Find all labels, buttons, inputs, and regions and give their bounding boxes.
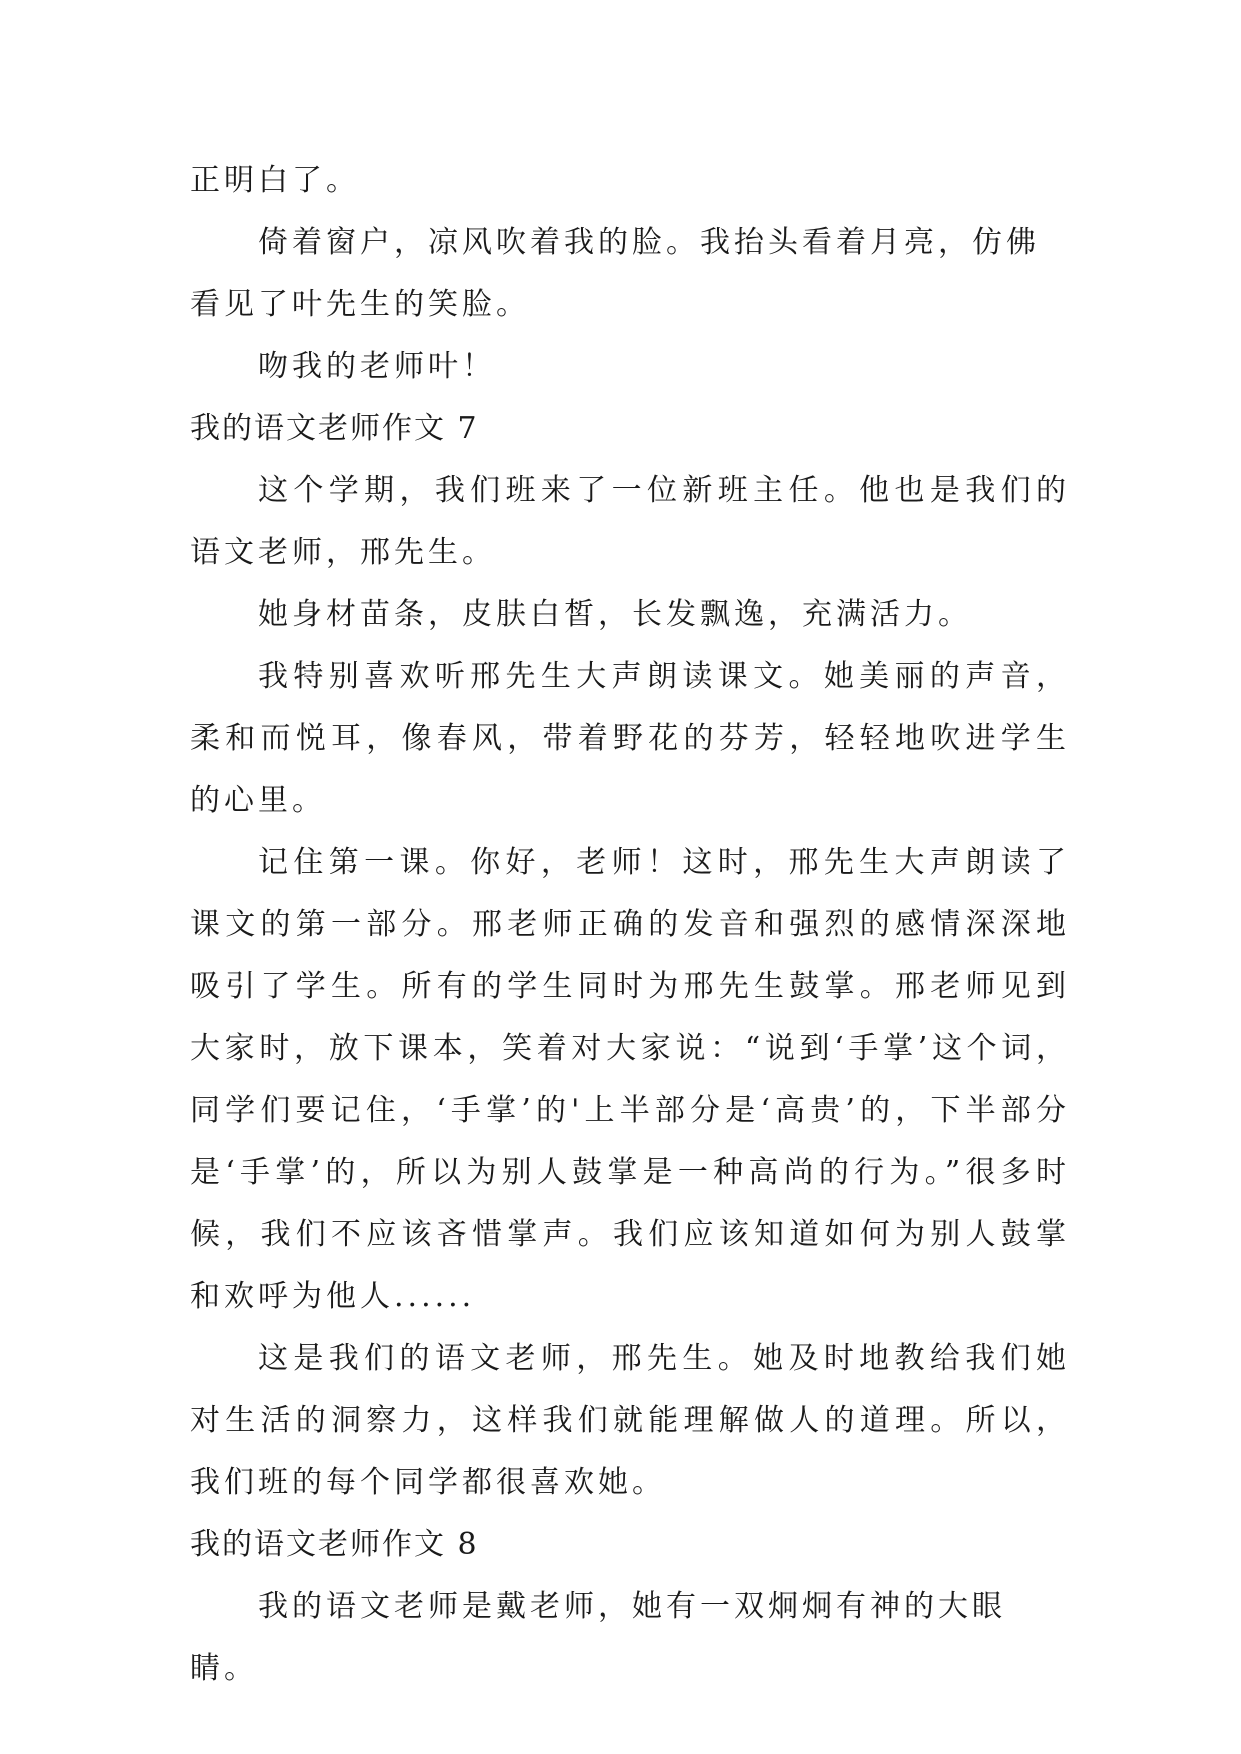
document-page <box>190 150 1070 1700</box>
paragraph-new-teacher: 这个学期，我们班来了一位新班主任。他也是我们的语文老师，邢先生。 <box>190 473 1070 570</box>
paragraph-reading-voice: 我特别喜欢听邢先生大声朗读课文。她美丽的声音，柔和而悦耳，像春风，带着野花的芬芳，轻轻地吹进学生的心里。 <box>190 659 1070 818</box>
essay-heading-8: 我的语文老师作文 8 <box>190 1527 479 1562</box>
paragraph-dai-teacher: 我的语文老师是戴老师，她有一双炯炯有神的大眼睛。 <box>190 1589 1006 1686</box>
paragraph-closing-line: 吻我的老师叶！ <box>258 349 496 384</box>
paragraph-window-moon: 倚着窗户，凉风吹着我的脸。我抬头看着月亮，仿佛看见了叶先生的笑脸。 <box>190 225 1040 322</box>
paragraph-appearance: 她身材苗条，皮肤白皙，长发飘逸，充满活力。 <box>258 597 972 632</box>
paragraph-first-lesson: 记住第一课。你好，老师！这时，邢先生大声朗读了课文的第一部分。邢老师正确的发音和强烈的感情深深地吸引了学生。所有的学生同时为邢先生鼓掌。邢老师见到大家时，放下课本，笑着对大家说：“说到‘手掌’这个词，同学们要记住，‘手掌’的'上半部分是‘高贵’的，下半部分是‘手掌’的，所以为别人鼓掌是一种高尚的行为。”很多时候，我们不应该吝惜掌声。我们应该知道如何为别人鼓掌和欢呼为他人...... <box>190 845 1070 1314</box>
paragraph-summary: 这是我们的语文老师，邢先生。她及时地教给我们她对生活的洞察力，这样我们就能理解做人的道理。所以，我们班的每个同学都很喜欢她。 <box>190 1341 1070 1500</box>
essay-heading-7: 我的语文老师作文 7 <box>190 411 479 446</box>
paragraph-continuation: 正明白了。 <box>190 163 360 198</box>
